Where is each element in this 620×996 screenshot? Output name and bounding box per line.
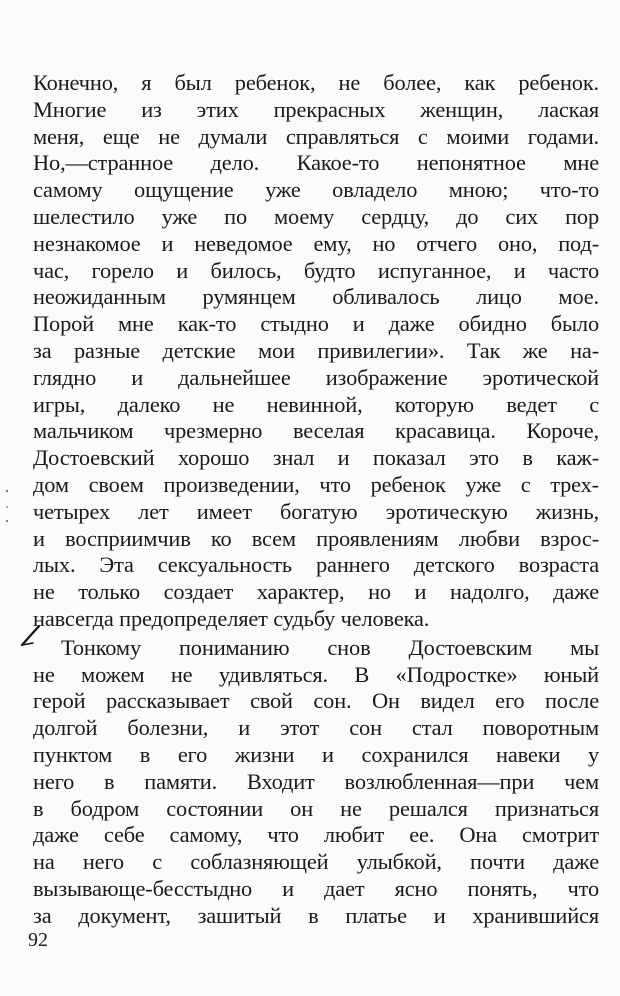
text-line: лых. Эта сексуальность раннего детского возраста [33, 552, 599, 578]
text-line: долгой болезни, и этот сон стал поворотным [33, 715, 599, 741]
text-line: пунктом в его жизни и сохранился навеки у [33, 741, 599, 767]
text-line: дом своем произведении, что ребенок уже с трех- [33, 471, 599, 497]
text-line: Но,—странное дело. Какое-то непонятное мне [33, 150, 599, 176]
text-line: него в памяти. Входит возлюбленная—при чем [33, 768, 599, 794]
text-line: герой рассказывает свой сон. Он видел его после [33, 688, 599, 714]
text-line: неожиданным румянцем обливалось лицо мое. [33, 284, 599, 310]
text-line: незнакомое и неведомое ему, но отчего оно, под- [33, 230, 599, 256]
text-line: час, горело и билось, будто испуганное, и часто [33, 257, 599, 283]
text-line: шелестило уже по моему сердцу, до сих пор [33, 203, 599, 229]
text-line: Порой мне как-то стыдно и даже обидно было [33, 311, 599, 337]
text-line: за документ, зашитый в платье и хранившийся [33, 902, 599, 928]
pencil-slash-mark [18, 623, 42, 649]
text-line: и восприимчив ко всем проявлениям любви взрос- [33, 525, 599, 551]
text-line: Тонкому пониманию снов Достоевским мы [61, 634, 599, 660]
text-line: не можем не удивляться. В «Подростке» юный [33, 661, 599, 687]
margin-specks [4, 487, 10, 527]
text-line: Конечно, я был ребенок, не более, как ребенок. [33, 70, 599, 95]
body-text [33, 70, 599, 930]
page-number: 92 [28, 929, 48, 951]
text-line: даже себе самому, что любит ее. Она смотрит [33, 822, 599, 848]
text-line: Многие из этих прекрасных женщин, лаская [33, 96, 599, 122]
text-line: Достоевский хорошо знал и показал это в каж- [33, 445, 599, 471]
text-line: навсегда предопределяет судьбу человека. [33, 605, 430, 631]
text-line: мальчиком чрезмерно веселая красавица. Короче, [33, 418, 599, 444]
text-line: четырех лет имеет богатую эротическую жизнь, [33, 498, 599, 524]
text-line: меня, еще не думали справляться с моими годами. [33, 123, 599, 149]
text-line: глядно и дальнейшее изображение эротической [33, 364, 599, 390]
text-line: вызывающе-бесстыдно и дает ясно понять, что [33, 875, 599, 901]
text-line: самому ощущение уже овладело мною; что-то [33, 177, 599, 203]
text-line: за разные детские мои привилегии». Так же на- [33, 337, 599, 363]
text-line: игры, далеко не невинной, которую ведет с [33, 391, 599, 417]
text-line: на него с соблазняющей улыбкой, почти даже [33, 849, 599, 875]
text-line: в бодром состоянии он не решался признаться [33, 795, 599, 821]
text-line: не только создает характер, но и надолго, даже [33, 579, 599, 605]
